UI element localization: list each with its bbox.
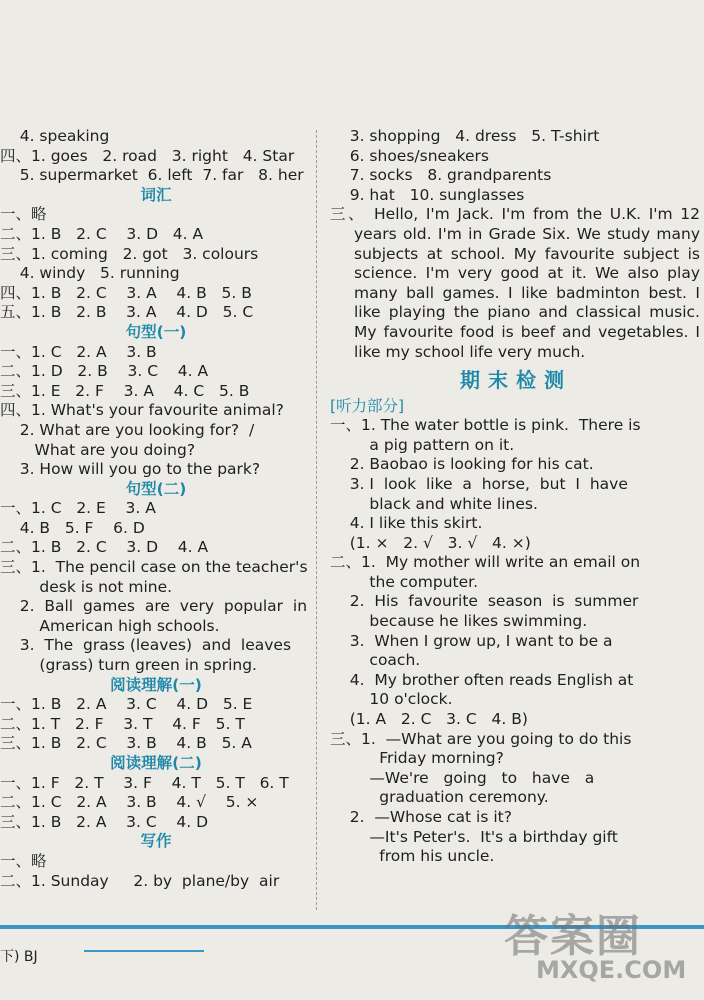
section-heading: 句型(一) <box>125 322 187 341</box>
answer-line: 四、1. goes 2. road 3. right 4. Star <box>0 146 295 165</box>
answer-line: 6. shoes/sneakers <box>330 146 489 165</box>
answer-line: 2. Ball games are very popular in <box>0 597 308 616</box>
section-heading: 阅读理解(一) <box>110 675 202 694</box>
answer-line: (1. A 2. C 3. C 4. B) <box>330 710 528 729</box>
answer-line: 4. windy 5. running <box>0 264 180 283</box>
writing-sample-text: Hello, I'm Jack. I'm from the U.K. I'm 12 years old. I'm in Grade Six. We study many subjects at school. My favourite subject is science. I'm very good at it. We also play many ball games. I like badminton best. I like playing the piano and classical music. My favourite food is beef and vegetables. I like my school life very much. <box>354 205 700 361</box>
answer-line: 三、1. B 2. A 3. C 4. D <box>0 812 209 831</box>
answer-line: black and white lines. <box>330 494 538 513</box>
answer-line: 3. When I grow up, I want to be a <box>330 631 613 650</box>
answer-line: a pig pattern on it. <box>330 435 515 454</box>
right-column <box>330 127 702 867</box>
exam-title: 期末检测 <box>460 368 572 393</box>
footer-underline <box>84 950 204 952</box>
answer-line: 二、1. D 2. B 3. C 4. A <box>0 362 209 381</box>
answer-line: 3. The grass (leaves) and leaves <box>0 636 292 655</box>
answer-line: 4. speaking <box>0 127 110 145</box>
column-divider <box>316 130 317 910</box>
answer-line: —It's Peter's. It's a birthday gift <box>330 827 618 846</box>
answer-line: 一、1. C 2. A 3. B <box>0 342 157 361</box>
answer-line: 3. I look like a horse, but I have <box>330 474 628 493</box>
answer-line: 一、略 <box>0 205 47 224</box>
answer-line: 四、1. What's your favourite animal? <box>0 401 284 420</box>
answer-line: 三、1. The pencil case on the teacher's <box>0 558 308 577</box>
answer-line: 二、1. T 2. F 3. T 4. F 5. T <box>0 714 245 733</box>
right-bottom-answers <box>330 416 702 867</box>
answer-line: from his uncle. <box>330 847 495 866</box>
writing-sample <box>330 205 702 362</box>
answer-line: Friday morning? <box>330 749 504 768</box>
answer-line: desk is not mine. <box>0 577 173 596</box>
section-heading: 句型(二) <box>125 479 187 498</box>
watermark-logo <box>496 900 696 996</box>
answer-line: 4. I like this skirt. <box>330 514 483 533</box>
left-column <box>0 127 312 891</box>
answer-line: 一、略 <box>0 851 47 870</box>
answer-line: 一、1. C 2. E 3. A <box>0 499 156 518</box>
answer-line: (1. × 2. √ 3. √ 4. ×) <box>330 533 531 552</box>
answer-line: 9. hat 10. sunglasses <box>330 185 525 204</box>
answer-line: 一、1. F 2. T 3. F 4. T 5. T 6. T <box>0 773 289 792</box>
answer-line: 2. —Whose cat is it? <box>330 808 512 826</box>
answer-line: because he likes swimming. <box>330 612 588 631</box>
writing-sample-label: 三、 <box>330 205 367 224</box>
answer-line: (grass) turn green in spring. <box>0 656 257 675</box>
answer-line: 三、1. E 2. F 3. A 4. C 5. B <box>0 381 250 400</box>
answer-line: 4. My brother often reads English at <box>330 670 634 689</box>
watermark-text: 答案圈 <box>504 911 642 962</box>
answer-line: —We're going to have a <box>330 768 595 787</box>
answer-line: 7. socks 8. grandparents <box>330 166 552 185</box>
watermark-url: MXQE.COM <box>536 956 687 984</box>
answer-line: 三、1. coming 2. got 3. colours <box>0 244 259 263</box>
answer-line: 三、1. —What are you going to do this <box>330 729 632 748</box>
section-heading: 阅读理解(二) <box>110 754 202 772</box>
answer-line: 2. His favourite season is summer <box>330 592 639 611</box>
answer-line: 二、1. B 2. C 3. D 4. A <box>0 538 209 557</box>
answer-line: the computer. <box>330 572 479 591</box>
answer-line: coach. <box>330 651 421 670</box>
answer-line: 10 o'clock. <box>330 690 453 709</box>
section-heading: 写作 <box>140 832 172 851</box>
footer-label: 下) BJ <box>0 949 38 965</box>
answer-line: 2. What are you looking for? / <box>0 420 255 439</box>
answer-line: 二、1. Sunday 2. by plane/by air <box>0 871 280 890</box>
answer-line: 三、1. B 2. C 3. B 4. B 5. A <box>0 734 252 753</box>
section-heading: 词汇 <box>140 185 172 204</box>
answer-line: 5. supermarket 6. left 7. far 8. her <box>0 166 304 185</box>
right-top-answers <box>330 127 702 205</box>
answer-line: 二、1. My mother will write an email on <box>330 553 641 572</box>
answer-line: 2. Baobao is looking for his cat. <box>330 455 594 474</box>
answer-line: What are you doing? <box>0 440 196 459</box>
answer-line: 一、1. The water bottle is pink. There is <box>330 416 641 435</box>
answer-line: 一、1. B 2. A 3. C 4. D 5. E <box>0 695 253 714</box>
answer-line: 五、1. B 2. B 3. A 4. D 5. C <box>0 303 254 322</box>
answer-line: 四、1. B 2. C 3. A 4. B 5. B <box>0 283 252 302</box>
answer-line: 二、1. C 2. A 3. B 4. √ 5. × <box>0 793 259 812</box>
answer-line: 4. B 5. F 6. D <box>0 518 145 537</box>
answer-line: 二、1. B 2. C 3. D 4. A <box>0 224 204 243</box>
answer-line: 3. How will you go to the park? <box>0 460 261 479</box>
answer-line: graduation ceremony. <box>330 788 549 807</box>
answer-line: 3. shopping 4. dress 5. T-shirt <box>330 127 600 145</box>
answer-line: American high schools. <box>0 616 220 635</box>
listening-label: [听力部分] <box>330 397 405 416</box>
